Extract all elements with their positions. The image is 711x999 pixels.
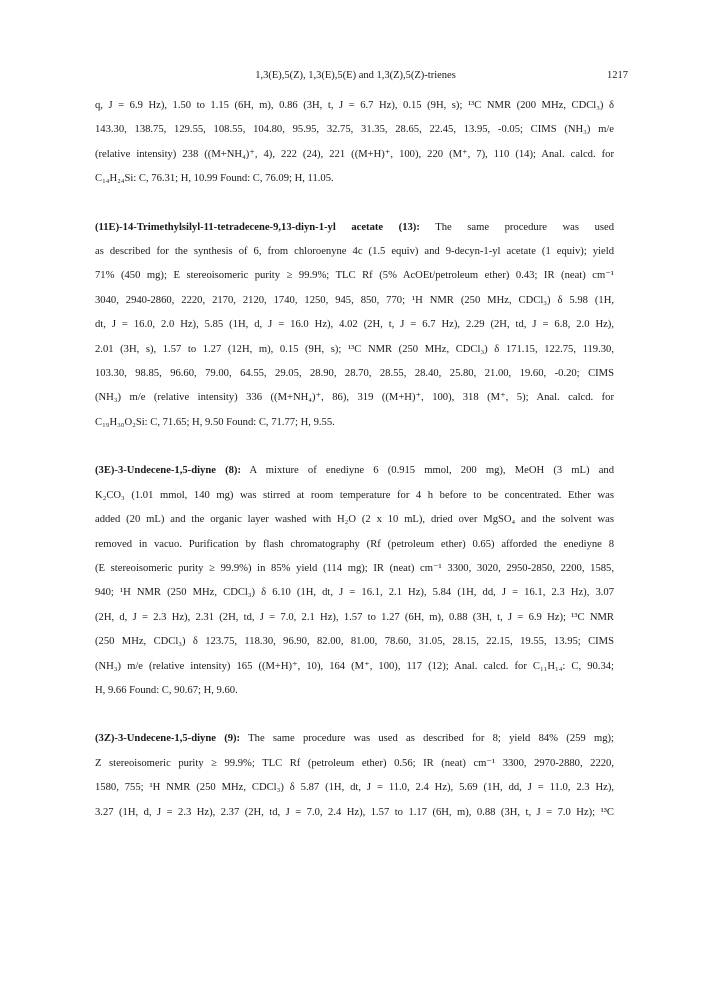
paragraph-gap bbox=[95, 435, 614, 459]
paragraph-compound-9 bbox=[95, 727, 614, 825]
text-line: C₁₉H₃₀O₂Si: C, 71.65; H, 9.50 Found: C, 71.77; H, 9.55. bbox=[95, 416, 335, 428]
text-span: The same procedure was used bbox=[419, 221, 614, 233]
body-text bbox=[95, 94, 614, 825]
text-line: K₂CO₃ (1.01 mmol, 140 mg) was stirred at room temperature for 4 h before to be concentrated. Ether was bbox=[95, 489, 614, 501]
text-line: Z stereoisomeric purity ≥ 99.9%; TLC Rf (petroleum ether) 0.56; IR (neat) cm⁻¹ 3300, 2970-2880, 2220, bbox=[95, 757, 614, 769]
text-line: dt, J = 16.0, 2.0 Hz), 5.85 (1H, d, J = 16.0 Hz), 4.02 (2H, t, J = 6.7 Hz), 2.29 (2H, td, J = 6.8, 2.0 Hz), bbox=[95, 319, 614, 331]
paragraph-compound-8 bbox=[95, 459, 614, 703]
compound-heading: (3Z)-3-Undecene-1,5-diyne (9): bbox=[95, 733, 241, 745]
text-line bbox=[95, 727, 614, 751]
paragraph-continuation bbox=[95, 94, 614, 192]
text-line bbox=[95, 216, 614, 240]
compound-heading: (3E)-3-Undecene-1,5-diyne (8): bbox=[95, 465, 241, 477]
text-line: (relative intensity) 238 ((M+NH₄)⁺, 4), 222 (24), 221 ((M+H)⁺, 100), 220 (M⁺, 7), 110 (14); Anal. calcd. for bbox=[95, 148, 614, 160]
text-line: (NH₃) m/e (relative intensity) 165 ((M+H)⁺, 10), 164 (M⁺, 100), 117 (12); Anal. calcd. for C₁₁H₁₄: C, 90.34; bbox=[95, 660, 614, 672]
text-line: 143.30, 138.75, 129.55, 108.55, 104.80, 95.95, 32.75, 31.35, 28.65, 22.45, 13.95, -0.05; CIMS (NH₃) m/e bbox=[95, 124, 614, 136]
text-line: (NH₃) m/e (relative intensity) 336 ((M+NH₄)⁺, 86), 319 ((M+H)⁺, 100), 318 (M⁺, 5); Anal. calcd. for bbox=[95, 392, 614, 404]
paragraph-gap bbox=[95, 192, 614, 216]
text-line: 1580, 755; ¹H NMR (250 MHz, CDCl₃) δ 5.87 (1H, dt, J = 11.0, 2.4 Hz), 5.69 (1H, dd, J = 11.0, 2.3 Hz), bbox=[95, 782, 614, 794]
running-head bbox=[0, 70, 711, 86]
text-span: A mixture of enediyne 6 (0.915 mmol, 200 mg), MeOH (3 mL) and bbox=[240, 465, 614, 477]
text-line: 3040, 2940-2860, 2220, 2170, 2120, 1740, 1250, 945, 850, 770; ¹H NMR (250 MHz, CDCl₃) δ 5.98 (1H, bbox=[95, 294, 614, 306]
text-line: added (20 mL) and the organic layer washed with H₂O (2 x 10 mL), dried over MgSO₄ and the solvent was bbox=[95, 514, 614, 526]
text-line: q, J = 6.9 Hz), 1.50 to 1.15 (6H, m), 0.86 (3H, t, J = 6.7 Hz), 0.15 (9H, s); ¹³C NMR (200 MHz, CDCl₃) δ bbox=[95, 100, 614, 111]
text-span: The same procedure was used as described for 8; yield 84% (259 mg); bbox=[240, 733, 614, 745]
text-line bbox=[95, 459, 614, 483]
text-line: 2.01 (3H, s), 1.57 to 1.27 (12H, m), 0.15 (9H, s); ¹³C NMR (250 MHz, CDCl₃) δ 171.15, 122.75, 119.30, bbox=[95, 343, 614, 355]
text-line: H, 9.66 Found: C, 90.67; H, 9.60. bbox=[95, 684, 238, 696]
compound-heading: (11E)-14-Trimethylsilyl-11-tetradecene-9,13-diyn-1-yl acetate (13): bbox=[95, 221, 420, 233]
text-line: 940; ¹H NMR (250 MHz, CDCl₃) δ 6.10 (1H, dt, J = 16.1, 2.1 Hz), 5.84 (1H, dd, J = 16.1, 2.3 Hz), 3.07 bbox=[95, 587, 614, 599]
text-line: C₁₄H₂₄Si: C, 76.31; H, 10.99 Found: C, 76.09; H, 11.05. bbox=[95, 173, 334, 185]
page-number: 1217 bbox=[607, 70, 628, 81]
text-line: 71% (450 mg); E stereoisomeric purity ≥ 99.9%; TLC Rf (5% AcOEt/petroleum ether) 0.43; IR (neat) cm⁻¹ bbox=[95, 270, 614, 282]
text-line: 3.27 (1H, d, J = 2.3 Hz), 2.37 (2H, td, J = 7.0, 2.4 Hz), 1.57 to 1.17 (6H, m), 0.88 (3H, t, J = 7.0 Hz); ¹³C bbox=[95, 806, 614, 818]
running-head-title: 1,3(E),5(Z), 1,3(E),5(E) and 1,3(Z),5(Z)-trienes bbox=[255, 70, 456, 81]
paragraph-compound-13 bbox=[95, 216, 614, 436]
text-line: as described for the synthesis of 6, from chloroenyne 4c (1.5 equiv) and 9-decyn-1-yl acetate (1 equiv); yield bbox=[95, 246, 614, 258]
text-line: removed in vacuo. Purification by flash chromatography (Rf (petroleum ether) 0.65) afforded the enediyne 8 bbox=[95, 538, 614, 550]
text-line: (E stereoisomeric purity ≥ 99.9%) in 85% yield (114 mg); IR (neat) cm⁻¹ 3300, 3020, 2950-2850, 2200, 1585, bbox=[95, 562, 614, 574]
paragraph-gap bbox=[95, 703, 614, 727]
text-line: 103.30, 98.85, 96.60, 79.00, 64.55, 29.05, 28.90, 28.70, 28.55, 28.40, 25.80, 21.00, 19.60, -0.20; CIMS bbox=[95, 368, 614, 380]
text-line: (2H, d, J = 2.3 Hz), 2.31 (2H, td, J = 7.0, 2.1 Hz), 1.57 to 1.27 (6H, m), 0.88 (3H, t, J = 6.9 Hz); ¹³C NMR bbox=[95, 611, 614, 623]
text-line: (250 MHz, CDCl₃) δ 123.75, 118.30, 96.90, 82.00, 81.00, 78.60, 31.05, 28.15, 22.15, 19.55, 13.95; CIMS bbox=[95, 636, 614, 648]
